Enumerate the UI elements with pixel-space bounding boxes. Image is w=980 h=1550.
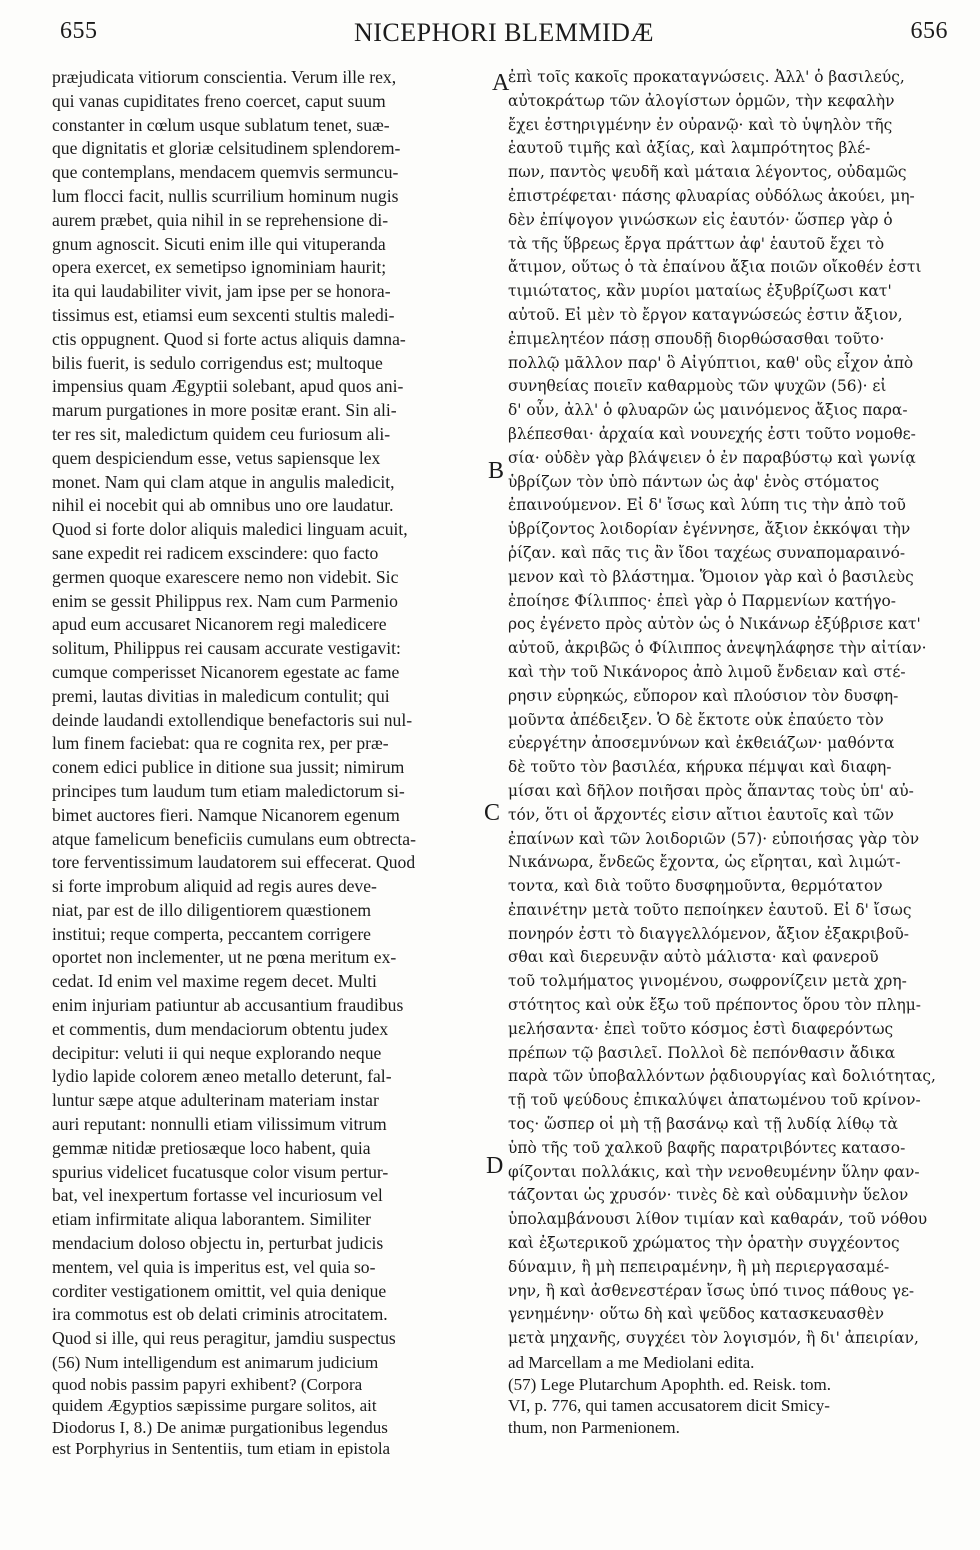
- latin-text-line: luntur sæpe atque adulterinam materiam instar: [52, 1090, 379, 1111]
- footnotes-right: [508, 1352, 948, 1438]
- latin-text-line: impensius quam Ægyptii solebant, apud quos ani-: [52, 376, 404, 397]
- latin-text-line: deinde laudandi extollendique benefactoris sui nul-: [52, 709, 413, 730]
- greek-text-line: πονηρόν ἐστι τὸ διαγγελλόμενον, ἄξιον ἐξακριβοῦ-: [508, 924, 909, 943]
- greek-text-line: τιμιώτατος, κἂν μυρίοι ματαίως ἐξυβρίζωσι κατ': [508, 282, 892, 301]
- latin-text-line: quem despiciendum esse, vetus sapiensque lex: [52, 447, 381, 468]
- greek-text-line: ὑπὸ τῆς τοῦ χαλκοῦ βαφῆς παρατριβόντες κατασο-: [508, 1138, 906, 1157]
- latin-text-line: tissimus est, etiamsi eum sexcenti stultis maledi-: [52, 304, 395, 325]
- margin-letter-a: A: [492, 70, 510, 96]
- greek-text-line: αὐτοκράτωρ τῶν ἀλογίστων ὁρμῶν, τὴν κεφαλὴν: [508, 91, 895, 110]
- latin-text-line: gnum agnoscit. Sicuti enim ille qui vituperanda: [52, 233, 386, 254]
- greek-column: [508, 66, 946, 1351]
- greek-text-line: μελήσαντα· ἐπεὶ τοῦτο κόσμος ἐστὶ διαφερόντως: [508, 1019, 894, 1038]
- greek-text-line: ὑβρίζων τὸν ὑπὸ πάντων ὡς ἀφ' ἑνὸς στόματος: [508, 472, 880, 491]
- greek-text-line: ἐπὶ τοῖς κακοῖς προκαταγνώσεις. Ἀλλ' ὁ βασιλεύς,: [508, 68, 905, 86]
- latin-text-line: ita qui laudabiliter vivit, jam ipse per se honora-: [52, 281, 391, 302]
- running-header: [60, 18, 948, 60]
- latin-text-line: gemmæ nitidæ pretiosæque loco habent, quia: [52, 1137, 371, 1158]
- greek-text-line: ῥίζαν. καὶ πᾶς τις ἂν ἴδοι ταχέως συναπομαραινό-: [508, 543, 906, 562]
- greek-text-line: βλέπεσθαι· ἀρχαία καὶ νουνεχής ἐστι τοῦτο νομοθε-: [508, 424, 916, 443]
- right-page-number: 656: [910, 18, 948, 44]
- latin-text-line: nihil ei nocebit qui ab omnibus uno ore laudatur.: [52, 495, 394, 516]
- left-page-number: 655: [60, 18, 98, 44]
- latin-text-line: sane expedit rei radicem exscindere: quo facto: [52, 542, 379, 563]
- latin-text-line: enim se gessit Philippus rex. Nam cum Parmenio: [52, 590, 398, 611]
- greek-text-line: μοῦντα ἀπέδειξεν. Ὁ δὲ ἔκτοτε οὐκ ἐπαύετο τὸν: [508, 710, 884, 729]
- footnote-line: (56) Num intelligendum est animarum judicium: [52, 1353, 379, 1372]
- footnote-line: ad Marcellam a me Mediolani edita.: [508, 1353, 755, 1372]
- greek-text-line: τῇ τοῦ ψεύδους ἐπικαλύψει ἀπατωμένου τοῦ κρίνον-: [508, 1091, 921, 1110]
- latin-text-line: marum purgationes in more positæ erant. Sin ali-: [52, 400, 397, 421]
- greek-text-line: ἐπαινέτην μετὰ τοῦτο πεποίηκεν ἑαυτοῦ. Εἰ δ' ἴσως: [508, 900, 912, 919]
- latin-text-line: monet. Nam qui clam atque in angulis maledicit,: [52, 471, 395, 492]
- latin-text-line: que dignitatis et gloriæ celsitudinem splendorem-: [52, 138, 401, 159]
- greek-text-line: ἐπαίνων καὶ τῶν λοιδοριῶν (57)· εὐποιήσας γὰρ τὸν: [508, 829, 920, 848]
- latin-text-line: cumque comperisset Nicanorem egestate ac fame: [52, 661, 400, 682]
- latin-text-line: oportet non inclementer, ut ne pœna meritum ex-: [52, 947, 397, 968]
- latin-text-line: conem edici publice in ditione sua jussit; nimirum: [52, 757, 405, 778]
- footnote-line: Diodorus I, 8.) De animæ purgationibus legendus: [52, 1417, 388, 1437]
- latin-text-line: si forte improbum aliquid ad regis aures deve-: [52, 876, 377, 897]
- latin-text-line: ter res sit, maledictum quidem ceu furiosum ali-: [52, 423, 391, 444]
- footnote-line: quidem Ægyptios sæpissime purgare solitos, ait: [52, 1396, 377, 1415]
- greek-text-line: ἑαυτοῦ τιμῆς καὶ ἀξίας, καὶ λαμπρότητος βλέ-: [508, 139, 871, 158]
- latin-text-line: qui vanas cupiditates freno coercet, caput suum: [52, 90, 386, 111]
- greek-text-line: τοῦ τολμήματος γινομένου, σωφρονίζειν μετὰ χρη-: [508, 972, 907, 991]
- greek-text-line: δὲν ἐπίψογον γινώσκων εἰς ἑαυτόν· ὥσπερ γὰρ ὁ: [508, 210, 893, 229]
- latin-column: [52, 66, 492, 1351]
- latin-text-line: solitum, Philippus rei causam accurate vestigavit:: [52, 638, 401, 659]
- greek-text-line: ρησιν εὑρηκώς, εὔπορον καὶ πλούσιον τὸν δυσφη-: [508, 686, 899, 705]
- greek-text-line: δὲ τοῦτο τὸν βασιλέα, κήρυκα πέμψαι καὶ διαφη-: [508, 758, 892, 777]
- latin-text-line: niat, par est de illo diligentiorem quæstionem: [52, 899, 372, 920]
- greek-text-line: παρὰ τῶν ὑποβαλλόντων ῥᾳδιουργίας καὶ δολιότητας,: [508, 1067, 936, 1086]
- greek-text-line: ὑπολαμβάνουσι λίθον τιμίαν καὶ καθαράν, τοῦ νόθου: [508, 1210, 928, 1229]
- latin-text-line: Quod si ille, qui reus peragitur, jamdiu suspectus: [52, 1328, 396, 1349]
- latin-text-line: mendacium doloso objectu in, perturbat judicis: [52, 1233, 384, 1254]
- latin-text-line: constanter in cœlum usque sublatum tenet, suæ-: [52, 114, 390, 135]
- latin-text-line: bilis fuerit, is sedulo corrigendus est; multoque: [52, 352, 383, 373]
- greek-text-line: ἐπιμελητέον πάσῃ σπουδῇ διορθώσασθαι τοῦτο·: [508, 329, 885, 348]
- latin-text-line: apud eum accusaret Nicanorem regi maledicere: [52, 614, 387, 635]
- footnote-line: quod nobis passim papyri exhibent? (Corpora: [52, 1374, 363, 1394]
- greek-text-line: ὑβρίζοντος λοιδορίαν ἐγέννησε, ἄξιον ἐκκόψαι τὴν: [508, 520, 911, 539]
- margin-letter-c: C: [484, 800, 501, 826]
- footnote-line: est Porphyrius in Sententiis, tum etiam in epistola: [52, 1439, 391, 1458]
- greek-text-line: ἐποίησε Φίλιππος· ἐπεὶ γὰρ ὁ Παρμενίων κατήγο-: [508, 591, 897, 610]
- margin-letter-d: D: [486, 1153, 504, 1179]
- greek-text-line: σία· οὐδὲν γὰρ βλάψειεν ὁ ἐν παραβύστῳ καὶ γωνίᾳ: [508, 448, 916, 467]
- latin-text-line: lydio lapide colorem æneo metallo deterunt, fal-: [52, 1066, 392, 1087]
- latin-text-line: corditer vestigationem omittit, vel quia denique: [52, 1280, 387, 1301]
- footnotes-left: [52, 1352, 492, 1460]
- greek-text-line: ἄτιμον, οὕτως ὁ τὰ ἐπαίνου ἄξια ποιῶν οἴκοθέν ἐστι: [508, 258, 922, 277]
- latin-text-line: premi, lautas divitias in maledicum contulit; qui: [52, 685, 390, 706]
- latin-text-line: institui; reque comperta, peccantem corrigere: [52, 923, 371, 944]
- greek-text-line: καὶ ἐξωτερικοῦ χρώματος τὴν ὁρατὴν συγχέοντος: [508, 1234, 900, 1253]
- greek-text-line: μενον καὶ τὸ βλάστημα. Ὅμοιον γὰρ καὶ ὁ βασιλεὺς: [508, 567, 914, 586]
- greek-text-line: αὐτοῦ, ἀκριβῶς ὁ Φίλιππος ἀνεψηλάφησε τὴν αἰτίαν·: [508, 639, 927, 658]
- greek-text-line: νην, ἢ καὶ ἀσθενεστέραν ἴσως ὑπό τινος πάθους γε-: [508, 1281, 915, 1300]
- latin-text-line: ctis oppugnent. Quod si forte actus aliquis damna-: [52, 328, 406, 349]
- latin-text-line: ira commotus est ob delati criminis atrocitatem.: [52, 1304, 388, 1325]
- greek-text-line: δύναμιν, ἢ μὴ πεπειραμένην, ἢ μὴ περιεργασαμέ-: [508, 1257, 890, 1276]
- running-title: NICEPHORI BLEMMIDÆ: [353, 18, 655, 47]
- greek-text-line: τοντα, καὶ διὰ τοῦτο δυσφημοῦντα, θερμότατον: [508, 877, 883, 896]
- greek-text-line: στότητος καὶ οὐκ ἔξω τοῦ πρέποντος ὅρου τὸν πλημ-: [508, 996, 921, 1015]
- greek-text-line: πολλῷ μᾶλλον παρ' ὃ Αἰγύπτιοι, καθ' οὓς εἶχον ἀπὸ: [508, 353, 914, 372]
- greek-text-line: τόν, ὅτι οἱ ἄρχοντές εἰσιν αἴτιοι ἑαυτοῖς καὶ τῶν: [508, 805, 894, 824]
- footnote-line: VI, p. 776, qui tamen accusatorem dicit Smicy-: [508, 1396, 830, 1415]
- greek-text-line: εὐεργέτην ἀποσεμνύνων καὶ ἐκθειάζων· μαθόντα: [508, 734, 895, 753]
- greek-text-line: συνηθείας ποιεῖν καθαρμοὺς τῶν ψυχῶν (56)· εἰ: [508, 377, 887, 396]
- latin-text-line: præjudicata vitiorum conscientia. Verum ille rex,: [52, 67, 397, 87]
- greek-text-line: πων, παντὸς ψευδῆ καὶ μάταια λέγοντος, οὐδαμῶς: [508, 163, 907, 182]
- greek-text-line: ἐπαινούμενον. Εἰ δ' ἴσως καὶ λύπη τις τὴν ἀπὸ τοῦ: [508, 496, 906, 515]
- latin-text-line: atque famelicum beneficiis cumulans eum obtrecta-: [52, 828, 416, 849]
- latin-text-line: que contemplans, mendacem quemvis sermuncu-: [52, 162, 399, 183]
- footnote-line: thum, non Parmenionem.: [508, 1417, 680, 1437]
- latin-text-line: opera exercet, ex semetipso ignominiam haurit;: [52, 257, 387, 278]
- latin-text-line: mentem, vel quia is imperitus est, vel quia so-: [52, 1256, 376, 1277]
- greek-text-line: φίζονται πολλάκις, καὶ τὴν νενοθευμένην ὕλην φαν-: [508, 1162, 920, 1181]
- greek-text-line: ρος ἐγένετο πρὸς αὐτὸν ὡς ὁ Νικάνωρ ἐξύβρισε κατ': [508, 615, 921, 634]
- latin-text-line: bimet auctores fieri. Namque Nicanorem egenum: [52, 804, 400, 825]
- latin-text-line: bat, vel inexpertum fortasse vel incuriosum vel: [52, 1185, 383, 1206]
- margin-letter-b: B: [488, 458, 505, 484]
- greek-text-line: τος· ὥσπερ οἱ μὴ τῇ βασάνῳ καὶ τῇ λυδίᾳ λίθῳ τὰ: [508, 1115, 898, 1134]
- greek-text-line: μίσαι καὶ δῆλον ποιῆσαι πρὸς ἅπαντας τοὺς ὑπ' αὐ-: [508, 781, 914, 800]
- latin-text-line: germen quoque exarescere nemo non videbit. Sic: [52, 566, 399, 587]
- greek-text-line: καὶ τὴν τοῦ Νικάνορος ἀπὸ λιμοῦ ἔνδειαν καὶ στέ-: [508, 662, 906, 681]
- greek-text-line: αὐτοῦ. Εἰ μὲν τὸ ἔργον καταγνώσεώς ἐστιν ἄξιον,: [508, 305, 903, 324]
- footnote-line: (57) Lege Plutarchum Apophth. ed. Reisk. tom.: [508, 1374, 831, 1394]
- latin-text-line: principes tum laudum tum etiam maledictorum si-: [52, 780, 405, 801]
- latin-text-line: enim injuriam patiuntur ab accusantium fraudibus: [52, 995, 404, 1016]
- latin-text-line: tore ferventissimum laudatorem sui effecerat. Quod: [52, 852, 416, 873]
- latin-text-line: aurem præbet, quia nihil in se reprehensione di-: [52, 209, 389, 230]
- greek-text-line: ἐπιστρέφεται· πάσης φλυαρίας οὐδόλως ἀκούει, μη-: [508, 186, 915, 205]
- greek-text-line: σθαι καὶ διερευνᾷν αὐτὸ μάλιστα· καὶ φανεροῦ: [508, 948, 879, 967]
- latin-text-line: cedat. Id enim vel maxime regem decet. Multi: [52, 971, 377, 992]
- greek-text-line: μετὰ μηχανῆς, συγχέει τὸν λογισμόν, ἢ δι' ἀπειρίαν,: [508, 1329, 919, 1348]
- greek-text-line: τάζονται ὡς χρυσόν· τινὲς δὲ καὶ οὐδαμινὴν ὕελον: [508, 1186, 909, 1205]
- greek-text-line: τὰ τῆς ὕβρεως ἔργα πράττων ἀφ' ἑαυτοῦ ἔχει τὸ: [508, 234, 885, 253]
- greek-text-line: γενημένην· οὕτω δὴ καὶ ψεῦδος κατασκευασθὲν: [508, 1305, 884, 1324]
- latin-text-line: lum finem faciebat: qua re cognita rex, per præ-: [52, 733, 389, 754]
- latin-text-line: Quod si forte dolor aliquis maledici linguam acuit,: [52, 519, 408, 540]
- greek-text-line: δ' οὖν, ἀλλ' ὁ φλυαρῶν ὡς μαινόμενος ἄξιος παρα-: [508, 401, 908, 420]
- latin-text-line: etiam infirmitate aliqua laborantem. Similiter: [52, 1209, 372, 1230]
- greek-text-line: ἔχει ἐστηριγμένην ἐν οὐρανῷ· καὶ τὸ ὑψηλὸν τῆς: [508, 115, 893, 134]
- greek-text-line: Νικάνωρα, ἔνδεῶς ἔχοντα, ὡς εἴρηται, καὶ λιμώτ-: [508, 853, 901, 872]
- latin-text-line: decipitur: veluti ii qui neque explorando neque: [52, 1042, 382, 1063]
- latin-text-line: auri reputant: nonnulli etiam vilissimum vitrum: [52, 1114, 387, 1135]
- latin-text-line: spurius videlicet fucatusque color visum pertur-: [52, 1161, 389, 1182]
- latin-text-line: lum flocci facit, nullis scurrilium hominum nugis: [52, 185, 399, 206]
- latin-text-line: et commentis, dum mendaciorum obtentu judex: [52, 1018, 389, 1039]
- greek-text-line: πρέπων τῷ βασιλεῖ. Πολλοὶ δὲ πεπόνθασιν ἄδικα: [508, 1043, 896, 1062]
